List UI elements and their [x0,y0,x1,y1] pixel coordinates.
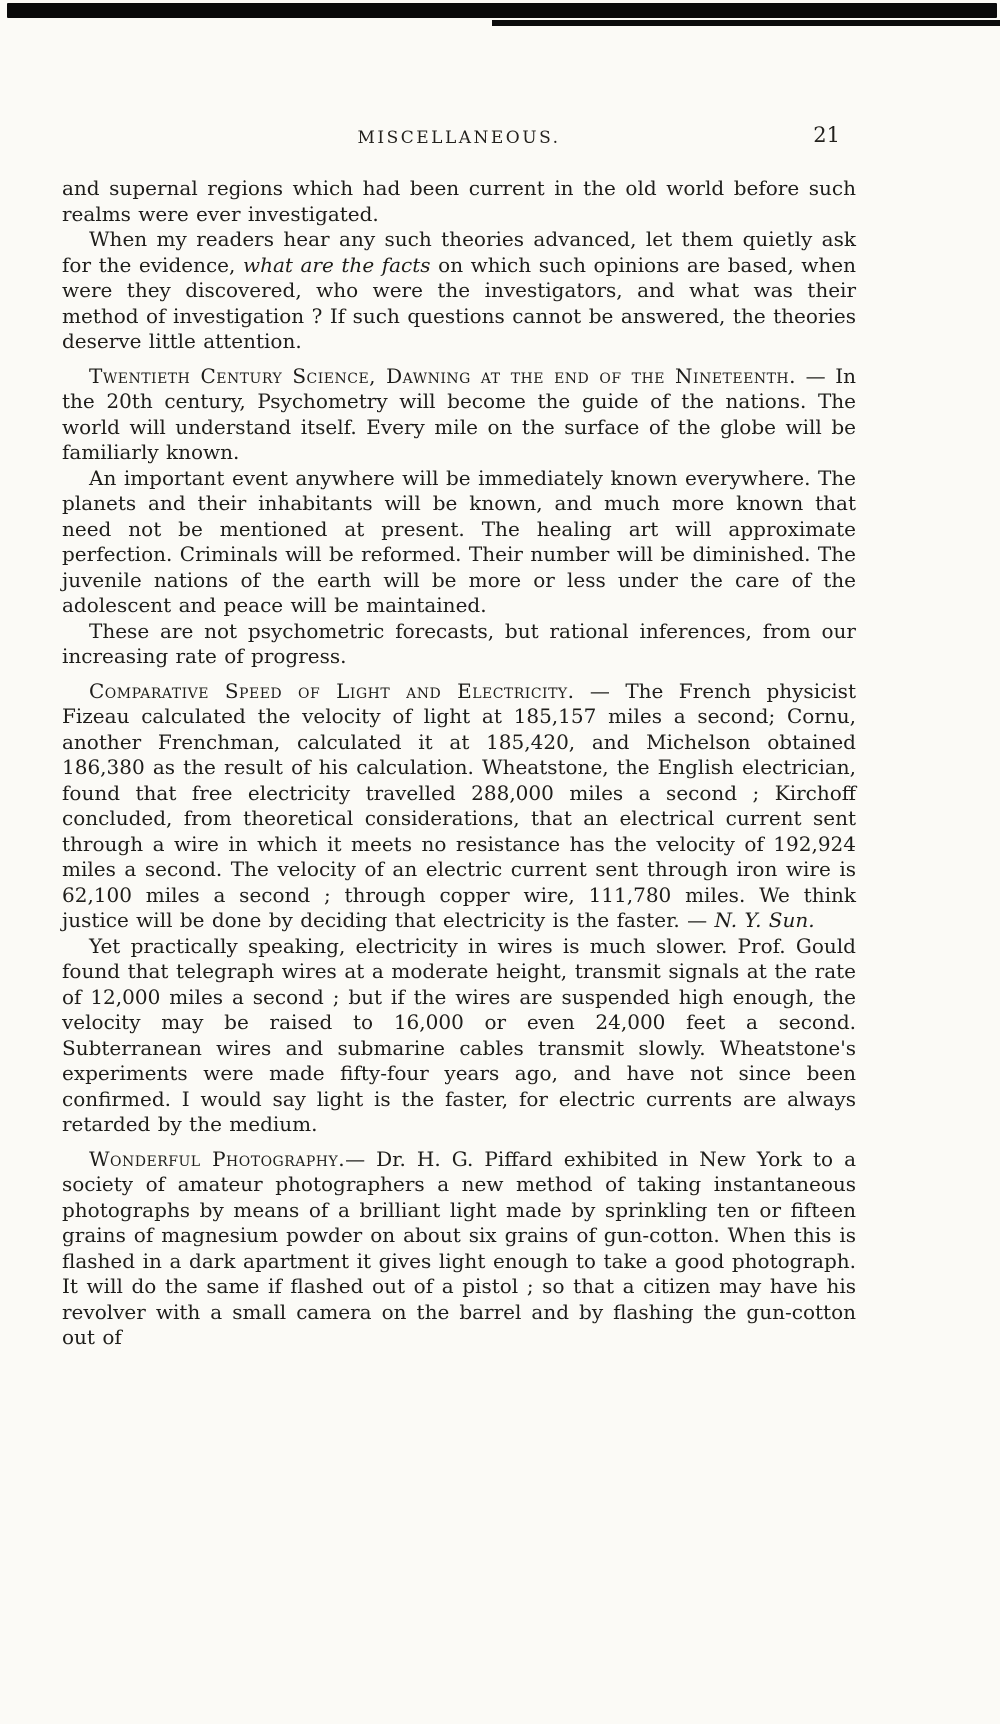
section-heading: Wonderful Photography. [89,1146,346,1171]
section-paragraph [62,364,856,466]
paragraph [62,619,856,670]
section-paragraph [62,1147,856,1351]
italic-text-run: N. Y. Sun. [714,908,815,932]
italic-text-run: what are the facts [242,252,431,277]
text-run: When my readers hear any such theories advanced, let them quietly ask for the evidence, [62,227,856,277]
text-run: — Dr. H. G. Piffard exhibited in New York to a society of amateur photographers a new method of taking instantaneous photographs by means of a brilliant light made by sprinkling ten or fifteen grains of magnesium powder on about six grains of gun-cotton. When this is flashed in a dark apartment it gives light enough to take a good photograph. It will do the same if flashed out of a pistol ; so that a citizen may have his revolver with a small camera on the barrel and by flashing the gun-cotton out of [62,1146,856,1349]
scan-artifact-line [492,20,1000,26]
text-run: — The French physicist Fizeau calculated the velocity of light at 185,157 miles a second; Cornu, another Frenchman, calculated it at 185,420, and Michelson obtained 186,380 as the result of his calculation. Wheatstone, the English electrician, found that free electricity travelled 288,000 miles a second ; Kirchoff concluded, from theoretical considerations, that an electrical current sent through a wire in which it meets no resistance has the velocity of 192,924 miles a second. The velocity of an electric current sent through iron wire is 62,100 miles a second ; through copper wire, 111,780 miles. We think justice will be done by deciding that electricity is the faster. — [62,678,856,932]
text-run: and supernal regions which had been current in the old world before such realms were ever investigated. [62,176,856,226]
section-paragraph [62,679,856,934]
text-run: These are not psychometric forecasts, but rational inferences, from our increasing rate of progress. [62,618,856,668]
page-body [62,176,856,1351]
page-number: 21 [813,123,840,147]
section-heading: Twentieth Century Science, Dawning at the end of the Nineteenth. [89,363,796,388]
page-header [62,123,856,156]
running-title: MISCELLANEOUS. [357,128,561,148]
paragraph [62,466,856,619]
paragraph [62,176,856,227]
text-run: on which such opinions are based, when were they discovered, who were the investigators, and what was their method of investigation ? If such questions cannot be answered, the theories deserve little attention. [62,252,857,353]
section-heading: Comparative Speed of Light and Electricity. [89,678,575,703]
document-page [62,123,857,1351]
scan-artifact-bar [7,3,997,18]
paragraph [62,227,856,355]
text-run: An important event anywhere will be immediately known everywhere. The planets and their inhabitants will be known, and much more known that need not be mentioned at present. The healing art will approximate perfection. Criminals will be reformed. Their number will be diminished. The juvenile nations of the earth will be more or less under the care of the adolescent and peace will be maintained. [62,465,856,617]
text-run: Yet practically speaking, electricity in wires is much slower. Prof. Gould found that telegraph wires at a moderate height, transmit signals at the rate of 12,000 miles a second ; but if the wires are suspended high enough, the velocity may be raised to 16,000 or even 24,000 feet a second. Subterranean wires and submarine cables transmit slowly. Wheatstone's experiments were made fifty-four years ago, and have not since been confirmed. I would say light is the faster, for electric currents are always retarded by the medium. [62,933,856,1136]
paragraph [62,934,856,1138]
text-run: — In the 20th century, Psychometry will become the guide of the nations. The world will understand itself. Every mile on the surface of the globe will be familiarly known. [62,363,856,464]
